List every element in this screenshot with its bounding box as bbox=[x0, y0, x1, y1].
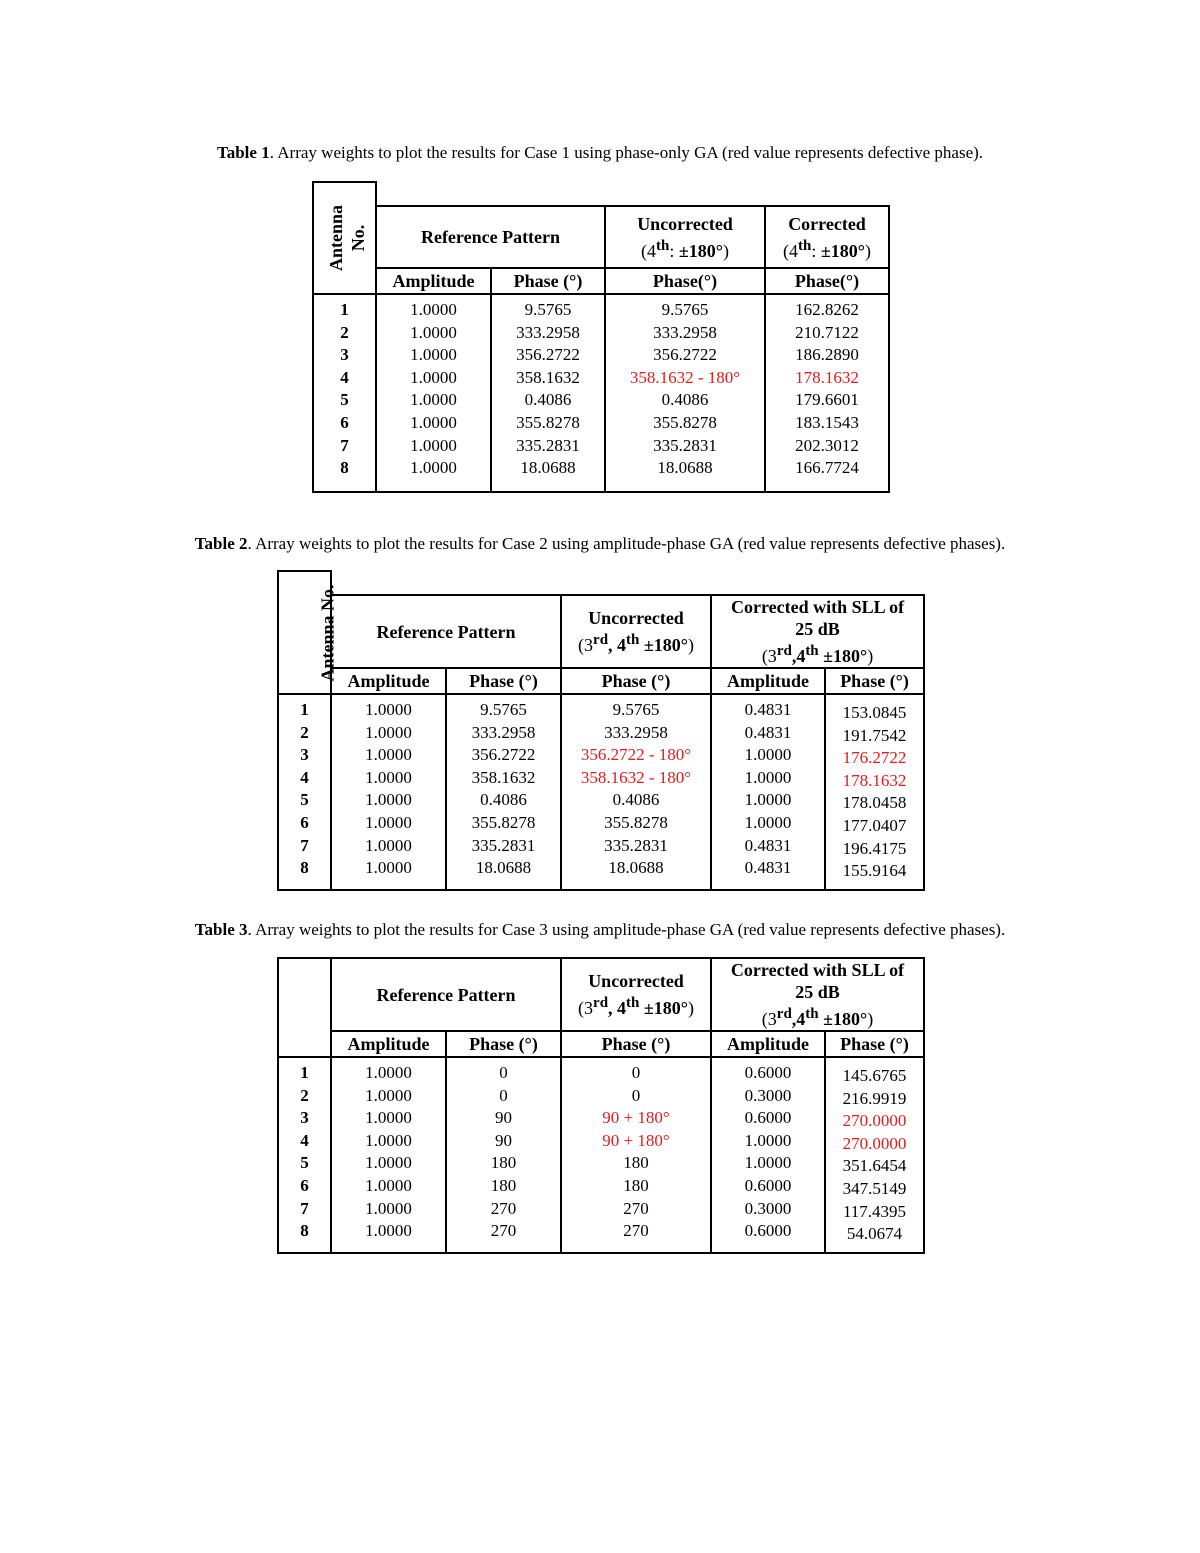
table3-ref-phase-col bbox=[446, 1057, 561, 1253]
table1-col-phase-unc: Phase(°) bbox=[605, 268, 765, 294]
table-cell: 1.0000 bbox=[365, 745, 412, 765]
table-cell: 0.4086 bbox=[612, 790, 660, 810]
table-cell: 1.0000 bbox=[410, 412, 457, 432]
table-cell: 1 bbox=[300, 1063, 309, 1082]
table-cell: 5 bbox=[340, 390, 349, 410]
table-cell: 0.6000 bbox=[744, 1175, 792, 1195]
table-cell: 347.5149 bbox=[842, 1178, 907, 1198]
table3-cor-phase-col bbox=[825, 1057, 924, 1253]
table-cell: 2 bbox=[300, 1085, 309, 1105]
table1-cor-phase-col bbox=[765, 294, 889, 492]
table-cell: 270 bbox=[490, 1221, 517, 1241]
table-cell: 3 bbox=[340, 345, 349, 365]
table2-col-phase-cor: Phase (°) bbox=[825, 668, 924, 694]
table-cell: 177.0407 bbox=[842, 815, 907, 835]
table-cell: 196.4175 bbox=[842, 838, 907, 858]
table-cell: 270.0000 bbox=[842, 1111, 907, 1131]
table1-ref-header: Reference Pattern bbox=[376, 206, 605, 268]
table2-uncorrected-header bbox=[561, 595, 711, 668]
table-cell: 18.0688 bbox=[475, 858, 532, 878]
table-cell: 333.2958 bbox=[516, 322, 580, 342]
table-cell: 270 bbox=[623, 1198, 649, 1218]
table-cell: 117.4395 bbox=[842, 1201, 907, 1221]
table-cell: 7 bbox=[300, 1198, 309, 1218]
table2-ref-header: Reference Pattern bbox=[331, 595, 561, 668]
table-cell: 153.0845 bbox=[842, 703, 907, 722]
table-cell: 1.0000 bbox=[410, 458, 457, 478]
table-cell: 356.2722 bbox=[471, 745, 536, 765]
table-cell: 1.0000 bbox=[365, 1221, 412, 1241]
table-cell: 90 + 180° bbox=[602, 1108, 670, 1128]
table-cell: 9.5765 bbox=[480, 700, 527, 719]
table-cell: 335.2831 bbox=[604, 835, 668, 855]
table-cell: 3 bbox=[300, 745, 309, 765]
table3-col-phase-ref: Phase (°) bbox=[446, 1031, 561, 1057]
table-cell: 356.2722 bbox=[516, 345, 580, 365]
table1-corrected-header bbox=[765, 206, 889, 268]
table3-corrected-title-2: 25 dB bbox=[795, 982, 840, 1002]
table-cell: 356.2722 bbox=[653, 345, 717, 365]
table-cell: 162.8262 bbox=[795, 300, 859, 319]
table2-col-phase-ref: Phase (°) bbox=[446, 668, 561, 694]
table-cell: 0.3000 bbox=[744, 1198, 792, 1218]
table-cell: 0.6000 bbox=[744, 1108, 792, 1128]
table3-corrected-sub: (3rd,4th ±180°) bbox=[761, 1006, 874, 1029]
table2-ref-amplitude-col bbox=[331, 694, 446, 890]
table1-antenna-col bbox=[313, 294, 376, 492]
table-cell: 351.6454 bbox=[842, 1156, 907, 1176]
table-cell: 0.3000 bbox=[744, 1085, 792, 1105]
table-cell: 358.1632 bbox=[516, 367, 580, 387]
table3-cor-amplitude-col bbox=[711, 1057, 825, 1253]
table1-uncorrected-header bbox=[605, 206, 765, 268]
table-cell: 333.2958 bbox=[604, 722, 668, 742]
table-cell: 0.4086 bbox=[524, 390, 572, 410]
table-cell: 1.0000 bbox=[365, 1153, 412, 1173]
table-cell: 210.7122 bbox=[795, 322, 859, 342]
table-cell: 0.6000 bbox=[744, 1063, 792, 1082]
table-cell: 1.0000 bbox=[365, 790, 412, 810]
table-cell: 1.0000 bbox=[410, 345, 457, 365]
table3-uncorrected-title: Uncorrected bbox=[588, 971, 684, 991]
table-cell: 1.0000 bbox=[365, 1175, 412, 1195]
table3-col-phase-unc: Phase (°) bbox=[561, 1031, 711, 1057]
table-cell: 216.9919 bbox=[842, 1088, 907, 1108]
table-cell: 0.6000 bbox=[744, 1221, 792, 1241]
table2-corrected-title-2: 25 dB bbox=[795, 619, 840, 639]
table3 bbox=[277, 957, 925, 1254]
table-cell: 0.4831 bbox=[744, 835, 792, 855]
table1-antenna-header-line2: No. bbox=[348, 224, 369, 252]
table1-unc-phase-col bbox=[605, 294, 765, 492]
table-cell: 1.0000 bbox=[744, 1153, 792, 1173]
table2-corrected-sub: (3rd,4th ±180°) bbox=[761, 643, 874, 666]
table-cell: 9.5765 bbox=[524, 300, 572, 319]
table-cell: 18.0688 bbox=[608, 858, 664, 878]
table1-caption-text: . Array weights to plot the results for Case 1 using phase-only GA (red value represents defective phase). bbox=[269, 143, 984, 162]
table-cell: 356.2722 - 180° bbox=[580, 745, 692, 765]
table-cell: 0 bbox=[631, 1063, 641, 1082]
table-cell: 54.0674 bbox=[846, 1224, 903, 1244]
table3-uncorrected-sub: (3rd, 4th ±180°) bbox=[578, 995, 694, 1018]
table-cell: 1.0000 bbox=[365, 835, 412, 855]
table-cell: 4 bbox=[300, 1130, 309, 1150]
table-cell: 0 bbox=[631, 1085, 641, 1105]
table-cell: 1.0000 bbox=[365, 1108, 412, 1128]
table2-uncorrected-sub: (3rd, 4th ±180°) bbox=[578, 632, 694, 655]
table-cell: 176.2722 bbox=[842, 748, 907, 768]
table-cell: 0.4831 bbox=[744, 700, 792, 719]
table2-antenna-header-text: Antenna No. bbox=[317, 583, 338, 682]
table-cell: 6 bbox=[300, 812, 309, 832]
table2-cor-phase-col bbox=[825, 694, 924, 890]
table1-uncorrected-title: Uncorrected bbox=[637, 213, 733, 234]
table-cell: 180 bbox=[623, 1153, 649, 1173]
table2-cor-amplitude-col bbox=[711, 694, 825, 890]
table2-caption-text: . Array weights to plot the results for Case 2 using amplitude-phase GA (red value represents defective phases). bbox=[247, 534, 1006, 553]
table-cell: 1.0000 bbox=[365, 1063, 412, 1082]
table-cell: 1.0000 bbox=[744, 790, 792, 810]
table-cell: 1.0000 bbox=[365, 1198, 412, 1218]
table-cell: 186.2890 bbox=[795, 345, 859, 365]
table-cell: 8 bbox=[300, 858, 309, 878]
table2-corrected-title-1: Corrected with SLL of bbox=[730, 597, 905, 617]
table-cell: 2 bbox=[300, 722, 309, 742]
table-cell: 1.0000 bbox=[744, 745, 792, 765]
table1-corrected-title: Corrected bbox=[788, 213, 866, 234]
table-cell: 145.6765 bbox=[842, 1066, 907, 1085]
table-cell: 6 bbox=[300, 1175, 309, 1195]
table-cell: 0.4086 bbox=[480, 790, 527, 810]
table-cell: 1.0000 bbox=[365, 700, 412, 719]
table-cell: 0.4086 bbox=[661, 390, 709, 410]
table-cell: 0 bbox=[499, 1085, 508, 1105]
table-cell: 335.2831 bbox=[471, 835, 536, 855]
table3-corrected-header bbox=[711, 958, 924, 1031]
table-cell: 1.0000 bbox=[410, 322, 457, 342]
table3-ref-amplitude-col bbox=[331, 1057, 446, 1253]
table-cell: 1.0000 bbox=[410, 300, 457, 319]
table-cell: 333.2958 bbox=[471, 722, 536, 742]
table-cell: 2 bbox=[340, 322, 349, 342]
table-cell: 355.8278 bbox=[471, 812, 536, 832]
table3-label: Table 3 bbox=[194, 920, 248, 939]
table-cell: 178.1632 bbox=[842, 770, 907, 790]
table-cell: 180 bbox=[490, 1175, 517, 1195]
table2-unc-phase-col bbox=[561, 694, 711, 890]
table2-caption bbox=[0, 534, 1200, 554]
table-cell: 270 bbox=[623, 1221, 649, 1241]
table-cell: 90 + 180° bbox=[602, 1130, 670, 1150]
table2-col-amplitude-cor: Amplitude bbox=[711, 668, 825, 694]
table-cell: 1.0000 bbox=[744, 1130, 792, 1150]
table2-corrected-header bbox=[711, 595, 924, 668]
table2-col-amplitude: Amplitude bbox=[331, 668, 446, 694]
table-cell: 270.0000 bbox=[842, 1133, 907, 1153]
table-cell: 1.0000 bbox=[410, 390, 457, 410]
table-cell: 1.0000 bbox=[410, 435, 457, 455]
table-cell: 18.0688 bbox=[520, 458, 576, 478]
table3-ref-header: Reference Pattern bbox=[331, 958, 561, 1031]
table-cell: 0.4831 bbox=[744, 722, 792, 742]
table-cell: 1.0000 bbox=[744, 767, 792, 787]
table1-col-amplitude: Amplitude bbox=[376, 268, 491, 294]
table-cell: 3 bbox=[300, 1108, 309, 1128]
table3-antenna-header bbox=[278, 958, 331, 1057]
table3-col-amplitude: Amplitude bbox=[331, 1031, 446, 1057]
table-cell: 5 bbox=[300, 1153, 309, 1173]
table-cell: 355.8278 bbox=[604, 812, 668, 832]
table2-label: Table 2 bbox=[194, 534, 248, 553]
table2-col-phase-unc: Phase (°) bbox=[561, 668, 711, 694]
table3-col-amplitude-cor: Amplitude bbox=[711, 1031, 825, 1057]
table-cell: 355.8278 bbox=[516, 412, 580, 432]
table-cell: 179.6601 bbox=[795, 390, 859, 410]
table3-caption-text: . Array weights to plot the results for Case 3 using amplitude-phase GA (red value represents defective phases). bbox=[247, 920, 1006, 939]
table-cell: 1.0000 bbox=[365, 722, 412, 742]
table-cell: 8 bbox=[340, 458, 349, 478]
table-cell: 155.9164 bbox=[842, 861, 907, 881]
table-cell: 9.5765 bbox=[661, 300, 709, 319]
table-cell: 358.1632 - 180° bbox=[580, 767, 692, 787]
table-cell: 270 bbox=[490, 1198, 517, 1218]
table1 bbox=[312, 181, 890, 493]
table-cell: 90 bbox=[495, 1108, 512, 1128]
table3-antenna-col bbox=[278, 1057, 331, 1253]
table-cell: 202.3012 bbox=[795, 435, 859, 455]
table1-caption bbox=[0, 143, 1200, 163]
table3-caption bbox=[0, 920, 1200, 940]
table-cell: 358.1632 - 180° bbox=[629, 367, 741, 387]
table1-col-phase-cor: Phase(°) bbox=[765, 268, 889, 294]
table-cell: 90 bbox=[495, 1130, 512, 1150]
table3-uncorrected-header bbox=[561, 958, 711, 1031]
table-cell: 7 bbox=[340, 435, 349, 455]
table1-label: Table 1 bbox=[216, 143, 270, 162]
table-cell: 1.0000 bbox=[365, 767, 412, 787]
table-cell: 1.0000 bbox=[365, 858, 412, 878]
table-cell: 18.0688 bbox=[657, 458, 713, 478]
table3-col-phase-cor: Phase (°) bbox=[825, 1031, 924, 1057]
table-cell: 1.0000 bbox=[410, 367, 457, 387]
table2-antenna-col bbox=[278, 694, 331, 890]
table3-corrected-title-1: Corrected with SLL of bbox=[730, 960, 905, 980]
table2-uncorrected-title: Uncorrected bbox=[588, 608, 684, 628]
table-cell: 178.0458 bbox=[842, 793, 907, 813]
table-cell: 1.0000 bbox=[365, 1085, 412, 1105]
table-cell: 6 bbox=[340, 412, 349, 432]
table-cell: 0 bbox=[499, 1063, 508, 1082]
table2-antenna-header bbox=[278, 571, 338, 694]
table-cell: 335.2831 bbox=[653, 435, 717, 455]
table-cell: 1.0000 bbox=[365, 812, 412, 832]
table-cell: 178.1632 bbox=[795, 367, 859, 387]
table1-col-phase-ref: Phase (°) bbox=[491, 268, 605, 294]
table-cell: 1.0000 bbox=[744, 812, 792, 832]
table-cell: 8 bbox=[300, 1221, 309, 1241]
table-cell: 7 bbox=[300, 835, 309, 855]
table-cell: 166.7724 bbox=[795, 458, 859, 478]
table2-ref-phase-col bbox=[446, 694, 561, 890]
table1-ref-amplitude-col bbox=[376, 294, 491, 492]
table-cell: 4 bbox=[300, 767, 309, 787]
table-cell: 1.0000 bbox=[365, 1130, 412, 1150]
table1-corrected-sub: (4th: ±180°) bbox=[783, 237, 871, 261]
table-cell: 355.8278 bbox=[653, 412, 717, 432]
table-cell: 5 bbox=[300, 790, 309, 810]
table-cell: 1 bbox=[340, 300, 349, 319]
table3-unc-phase-col bbox=[561, 1057, 711, 1253]
table-cell: 180 bbox=[623, 1175, 649, 1195]
table-cell: 358.1632 bbox=[471, 767, 536, 787]
table2 bbox=[277, 570, 925, 891]
table-cell: 4 bbox=[340, 367, 349, 387]
table-cell: 180 bbox=[490, 1153, 517, 1173]
table1-uncorrected-sub: (4th: ±180°) bbox=[641, 237, 729, 261]
table1-antenna-header bbox=[313, 182, 376, 294]
table1-antenna-header-line1: Antenna bbox=[326, 204, 347, 272]
table1-ref-phase-col bbox=[491, 294, 605, 492]
table-cell: 1 bbox=[300, 700, 309, 719]
table-cell: 9.5765 bbox=[612, 700, 660, 719]
table-cell: 183.1543 bbox=[795, 412, 859, 432]
table-cell: 191.7542 bbox=[842, 725, 907, 745]
table-cell: 333.2958 bbox=[653, 322, 717, 342]
table-cell: 0.4831 bbox=[744, 858, 792, 878]
table-cell: 335.2831 bbox=[516, 435, 580, 455]
